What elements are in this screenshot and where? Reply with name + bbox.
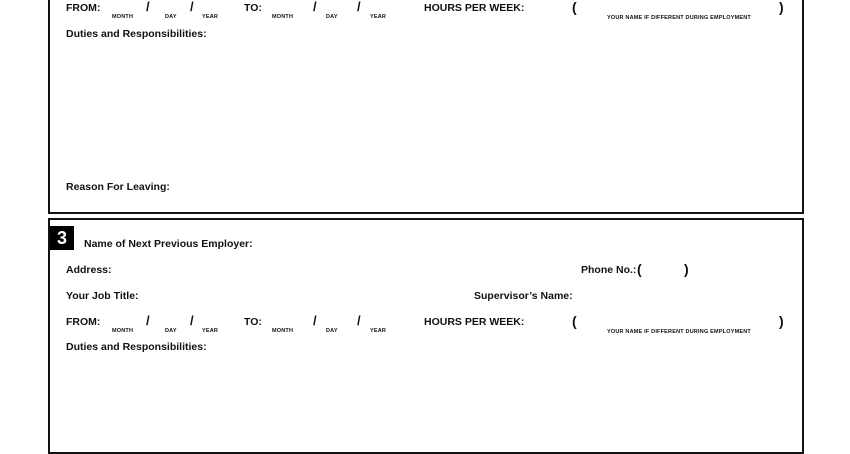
hours-per-week-label: HOURS PER WEEK: [424, 316, 525, 328]
month-caption: MONTH [272, 328, 294, 334]
year-caption: YEAR [202, 328, 219, 334]
duties-label: Duties and Responsibilities: [66, 28, 207, 40]
former-name-caption: YOUR NAME IF DIFFERENT DURING EMPLOYMENT [607, 329, 751, 335]
open-paren: ( [572, 313, 577, 329]
date-separator: / [190, 313, 194, 328]
section-number-badge: 3 [50, 226, 74, 250]
day-caption: DAY [165, 328, 177, 334]
date-separator: / [357, 0, 361, 14]
date-separator: / [313, 0, 317, 14]
open-paren: ( [637, 261, 642, 277]
year-caption: YEAR [370, 328, 387, 334]
phone-label: Phone No.: [581, 264, 637, 276]
hours-per-week-label: HOURS PER WEEK: [424, 2, 525, 14]
employer-label: Name of Next Previous Employer: [84, 238, 253, 250]
month-caption: MONTH [112, 14, 134, 20]
open-paren: ( [572, 0, 577, 15]
day-caption: DAY [326, 328, 338, 334]
date-separator: / [146, 313, 150, 328]
former-name-caption: YOUR NAME IF DIFFERENT DURING EMPLOYMENT [607, 15, 751, 21]
duties-label: Duties and Responsibilities: [66, 341, 207, 353]
section-3-box [48, 218, 804, 454]
address-label: Address: [66, 264, 112, 276]
month-caption: MONTH [112, 328, 134, 334]
supervisor-label: Supervisor’s Name: [474, 290, 573, 302]
month-caption: MONTH [272, 14, 294, 20]
year-caption: YEAR [370, 14, 387, 20]
from-label: FROM: [66, 316, 101, 328]
day-caption: DAY [165, 14, 177, 20]
date-separator: / [146, 0, 150, 14]
year-caption: YEAR [202, 14, 219, 20]
close-paren: ) [779, 0, 784, 15]
job-title-label: Your Job Title: [66, 290, 139, 302]
date-separator: / [357, 313, 361, 328]
close-paren: ) [684, 261, 689, 277]
date-separator: / [190, 0, 194, 14]
to-label: TO: [244, 2, 262, 14]
close-paren: ) [779, 313, 784, 329]
day-caption: DAY [326, 14, 338, 20]
date-separator: / [313, 313, 317, 328]
from-label: FROM: [66, 2, 101, 14]
to-label: TO: [244, 316, 262, 328]
reason-for-leaving-label: Reason For Leaving: [66, 181, 170, 193]
